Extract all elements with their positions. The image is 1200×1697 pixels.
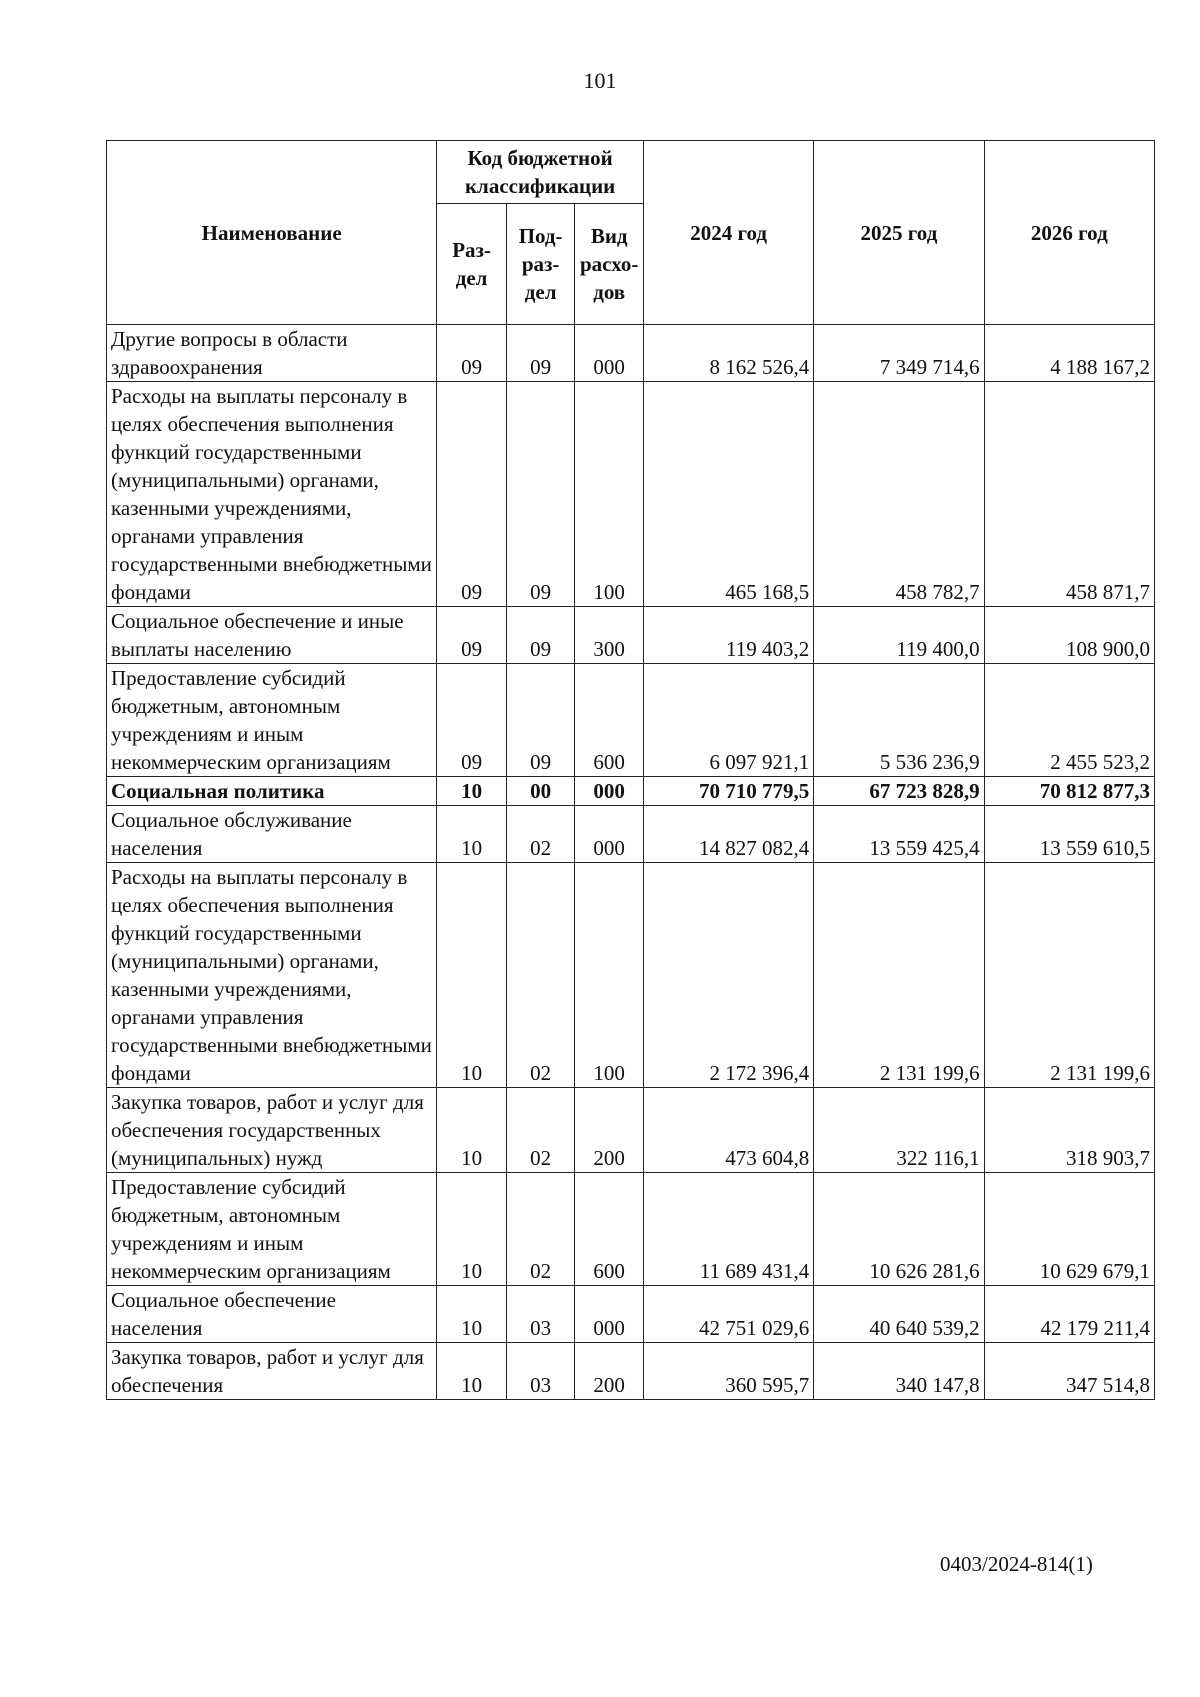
row-subsection: 09 bbox=[506, 664, 575, 777]
table-row bbox=[107, 325, 1155, 382]
row-value-2026: 318 903,7 bbox=[984, 1088, 1154, 1173]
header-year-2026: 2026 год bbox=[984, 141, 1154, 325]
row-value-2025: 340 147,8 bbox=[814, 1343, 984, 1400]
row-subsection: 02 bbox=[506, 1173, 575, 1286]
header-classification: Код бюджетной классификации bbox=[437, 141, 644, 204]
row-value-2024: 119 403,2 bbox=[643, 607, 813, 664]
row-section: 10 bbox=[437, 1286, 507, 1343]
row-name: Закупка товаров, работ и услуг для обеспечения государственных (муниципальных) нужд bbox=[107, 1088, 437, 1173]
page-number: 101 bbox=[583, 68, 617, 93]
row-expense-type: 600 bbox=[575, 1173, 644, 1286]
row-expense-type: 600 bbox=[575, 664, 644, 777]
table-row bbox=[107, 607, 1155, 664]
row-section: 10 bbox=[437, 777, 507, 806]
row-expense-type: 100 bbox=[575, 382, 644, 607]
row-name: Социальная политика bbox=[107, 777, 437, 806]
row-section: 10 bbox=[437, 1173, 507, 1286]
table-row bbox=[107, 664, 1155, 777]
row-section: 10 bbox=[437, 863, 507, 1088]
row-value-2026: 70 812 877,3 bbox=[984, 777, 1154, 806]
table-row bbox=[107, 1286, 1155, 1343]
row-value-2026: 347 514,8 bbox=[984, 1343, 1154, 1400]
row-value-2026: 42 179 211,4 bbox=[984, 1286, 1154, 1343]
row-value-2026: 2 455 523,2 bbox=[984, 664, 1154, 777]
row-section: 09 bbox=[437, 664, 507, 777]
header-year-2024: 2024 год bbox=[643, 141, 813, 325]
row-value-2025: 10 626 281,6 bbox=[814, 1173, 984, 1286]
row-subsection: 02 bbox=[506, 863, 575, 1088]
row-value-2025: 119 400,0 bbox=[814, 607, 984, 664]
header-section: Раз-дел bbox=[437, 204, 507, 325]
row-section: 09 bbox=[437, 607, 507, 664]
row-expense-type: 300 bbox=[575, 607, 644, 664]
row-section: 09 bbox=[437, 382, 507, 607]
row-value-2024: 8 162 526,4 bbox=[643, 325, 813, 382]
row-value-2026: 4 188 167,2 bbox=[984, 325, 1154, 382]
table-row bbox=[107, 806, 1155, 863]
row-value-2025: 40 640 539,2 bbox=[814, 1286, 984, 1343]
row-value-2025: 458 782,7 bbox=[814, 382, 984, 607]
header-name: Наименование bbox=[107, 141, 437, 325]
row-expense-type: 200 bbox=[575, 1088, 644, 1173]
row-value-2025: 322 116,1 bbox=[814, 1088, 984, 1173]
header-row-top bbox=[107, 141, 1155, 204]
row-section: 09 bbox=[437, 325, 507, 382]
row-name: Социальное обеспечение и иные выплаты населению bbox=[107, 607, 437, 664]
row-expense-type: 000 bbox=[575, 1286, 644, 1343]
row-subsection: 02 bbox=[506, 1088, 575, 1173]
row-name: Социальное обслуживание населения bbox=[107, 806, 437, 863]
row-name: Расходы на выплаты персоналу в целях обеспечения выполнения функций государственными (муниципальными) органами, казенными учреждениями, органами управления государственными внебюджетными фондами bbox=[107, 382, 437, 607]
row-expense-type: 000 bbox=[575, 777, 644, 806]
row-value-2024: 465 168,5 bbox=[643, 382, 813, 607]
row-subsection: 00 bbox=[506, 777, 575, 806]
row-value-2025: 5 536 236,9 bbox=[814, 664, 984, 777]
row-subsection: 09 bbox=[506, 382, 575, 607]
row-value-2024: 2 172 396,4 bbox=[643, 863, 813, 1088]
row-expense-type: 000 bbox=[575, 325, 644, 382]
row-name: Закупка товаров, работ и услуг для обеспечения bbox=[107, 1343, 437, 1400]
header-year-2025: 2025 год bbox=[814, 141, 984, 325]
row-value-2026: 2 131 199,6 bbox=[984, 863, 1154, 1088]
row-subsection: 03 bbox=[506, 1343, 575, 1400]
row-expense-type: 200 bbox=[575, 1343, 644, 1400]
row-expense-type: 000 bbox=[575, 806, 644, 863]
table-row bbox=[107, 1343, 1155, 1400]
document-code: 0403/2024-814(1) bbox=[940, 1552, 1093, 1576]
row-value-2026: 458 871,7 bbox=[984, 382, 1154, 607]
row-value-2024: 473 604,8 bbox=[643, 1088, 813, 1173]
table-row bbox=[107, 1088, 1155, 1173]
table-row bbox=[107, 863, 1155, 1088]
row-name: Другие вопросы в области здравоохранения bbox=[107, 325, 437, 382]
row-subsection: 02 bbox=[506, 806, 575, 863]
row-name: Расходы на выплаты персоналу в целях обеспечения выполнения функций государственными (муниципальными) органами, казенными учреждениями, органами управления государственными внебюджетными фондами bbox=[107, 863, 437, 1088]
row-expense-type: 100 bbox=[575, 863, 644, 1088]
row-subsection: 09 bbox=[506, 607, 575, 664]
row-value-2024: 42 751 029,6 bbox=[643, 1286, 813, 1343]
header-expense-type: Вид расхо-дов bbox=[575, 204, 644, 325]
table-row bbox=[107, 382, 1155, 607]
table-row bbox=[107, 777, 1155, 806]
row-value-2024: 14 827 082,4 bbox=[643, 806, 813, 863]
row-name: Предоставление субсидий бюджетным, автономным учреждениям и иным некоммерческим организациям bbox=[107, 1173, 437, 1286]
row-section: 10 bbox=[437, 1343, 507, 1400]
row-section: 10 bbox=[437, 806, 507, 863]
row-value-2026: 108 900,0 bbox=[984, 607, 1154, 664]
row-value-2024: 70 710 779,5 bbox=[643, 777, 813, 806]
row-section: 10 bbox=[437, 1088, 507, 1173]
row-value-2025: 13 559 425,4 bbox=[814, 806, 984, 863]
row-value-2025: 67 723 828,9 bbox=[814, 777, 984, 806]
row-name: Социальное обеспечение населения bbox=[107, 1286, 437, 1343]
row-value-2026: 13 559 610,5 bbox=[984, 806, 1154, 863]
row-subsection: 09 bbox=[506, 325, 575, 382]
budget-table bbox=[106, 140, 1155, 1400]
table-body bbox=[107, 325, 1155, 1400]
header-subsection: Под-раз-дел bbox=[506, 204, 575, 325]
row-value-2024: 11 689 431,4 bbox=[643, 1173, 813, 1286]
table-row bbox=[107, 1173, 1155, 1286]
row-value-2026: 10 629 679,1 bbox=[984, 1173, 1154, 1286]
row-subsection: 03 bbox=[506, 1286, 575, 1343]
row-name: Предоставление субсидий бюджетным, автономным учреждениям и иным некоммерческим организациям bbox=[107, 664, 437, 777]
row-value-2024: 360 595,7 bbox=[643, 1343, 813, 1400]
row-value-2024: 6 097 921,1 bbox=[643, 664, 813, 777]
row-value-2025: 7 349 714,6 bbox=[814, 325, 984, 382]
row-value-2025: 2 131 199,6 bbox=[814, 863, 984, 1088]
